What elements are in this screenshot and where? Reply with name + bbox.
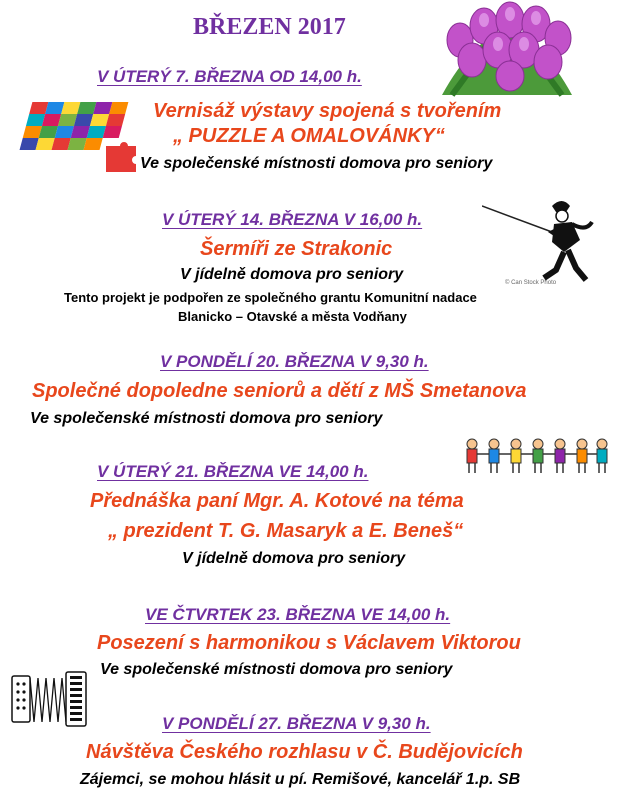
event-place: Ve společenské místnosti domova pro seniory xyxy=(30,410,383,427)
event-title: „ PUZZLE A OMALOVÁNKY“ xyxy=(173,125,445,147)
image-credit: © Can Stock Photo xyxy=(505,280,557,286)
event-place: V jídelně domova pro seniory xyxy=(180,266,404,283)
event-title: „ prezident T. G. Masaryk a E. Beneš“ xyxy=(108,520,464,542)
event-place: Ve společenské místnosti domova pro seniory xyxy=(100,661,453,678)
page-title: BŘEZEN 2017 xyxy=(193,14,346,40)
event-title: Společné dopoledne seniorů a dětí z MŠ Smetanova xyxy=(32,380,527,402)
event-place: V jídelně domova pro seniory xyxy=(182,550,406,567)
accordion-image xyxy=(10,668,90,730)
event-date: VE ČTVRTEK 23. BŘEZNA VE 14,00 h. xyxy=(145,605,451,624)
event-place: Ve společenské místnosti domova pro seniory xyxy=(140,155,493,172)
event-title: Návštěva Českého rozhlasu v Č. Budějovicích xyxy=(86,741,523,763)
event-date: V PONDĚLÍ 27. BŘEZNA V 9,30 h. xyxy=(162,714,431,733)
event-date: V ÚTERÝ 21. BŘEZNA VE 14,00 h. xyxy=(97,462,369,481)
event-date: V ÚTERÝ 7. BŘEZNA OD 14,00 h. xyxy=(97,67,362,86)
fencer-image xyxy=(482,192,602,292)
event-note: Blanicko – Otavské a města Vodňany xyxy=(178,309,407,324)
event-note: Tento projekt je podpořen ze společného grantu Komunitní nadace xyxy=(64,290,477,305)
children-image xyxy=(462,436,608,478)
event-title: Přednáška paní Mgr. A. Kotové na téma xyxy=(90,490,464,512)
event-title: Posezení s harmonikou s Václavem Viktorou xyxy=(97,632,521,654)
event-title: Šermíři ze Strakonic xyxy=(200,238,393,260)
event-title: Vernisáž výstavy spojená s tvořením xyxy=(153,100,502,122)
tulips-image xyxy=(432,0,582,100)
puzzle-image xyxy=(14,96,144,174)
event-place: Zájemci, se mohou hlásit u pí. Remišové, kancelář 1.p. SB xyxy=(80,771,521,788)
event-date: V PONDĚLÍ 20. BŘEZNA V 9,30 h. xyxy=(160,352,429,371)
event-date: V ÚTERÝ 14. BŘEZNA V 16,00 h. xyxy=(162,210,423,229)
